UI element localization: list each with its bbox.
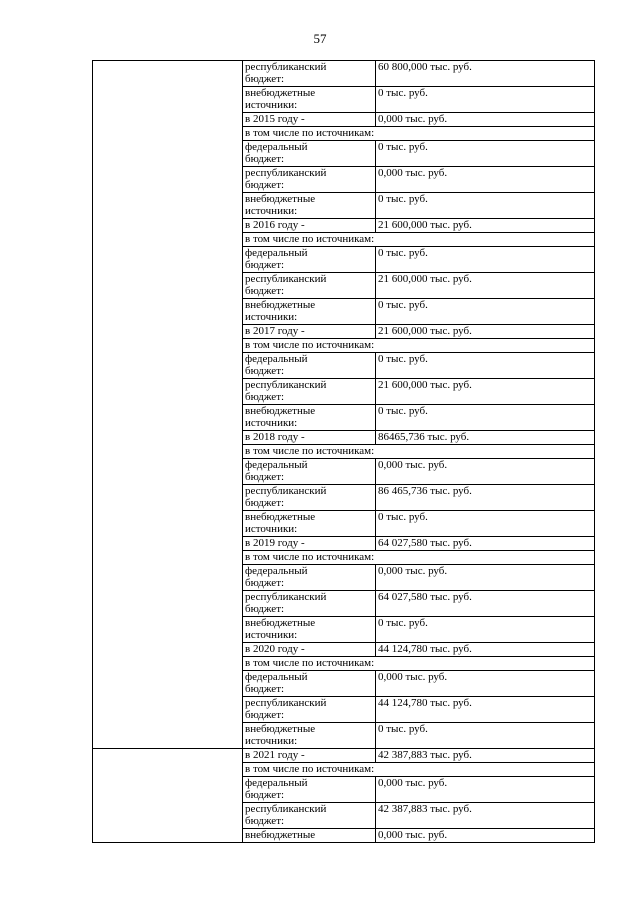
funding-source-label bbox=[243, 353, 376, 379]
funding-source-label bbox=[243, 723, 376, 749]
funding-source-label bbox=[243, 219, 376, 233]
sources-subheader: в том числе по источникам: bbox=[243, 339, 595, 353]
funding-source-label-text: внебюджетные источники: bbox=[245, 299, 316, 323]
funding-source-label-text: в 2016 году - bbox=[245, 219, 305, 231]
funding-source-label bbox=[243, 485, 376, 511]
funding-source-label-text: внебюджетные источники: bbox=[245, 723, 316, 747]
funding-amount: 0 тыс. руб. bbox=[376, 405, 595, 431]
funding-source-label-text: в 2021 году - bbox=[245, 749, 305, 761]
funding-source-label-text: внебюджетные bbox=[245, 829, 316, 841]
funding-source-label bbox=[243, 537, 376, 551]
funding-source-label bbox=[243, 273, 376, 299]
sources-subheader: в том числе по источникам: bbox=[243, 551, 595, 565]
funding-source-label bbox=[243, 591, 376, 617]
funding-source-label bbox=[243, 459, 376, 485]
funding-amount: 0 тыс. руб. bbox=[376, 511, 595, 537]
funding-amount: 60 800,000 тыс. руб. bbox=[376, 61, 595, 87]
funding-amount: 86465,736 тыс. руб. bbox=[376, 431, 595, 445]
funding-source-label bbox=[243, 167, 376, 193]
funding-source-label bbox=[243, 803, 376, 829]
funding-source-label-text: в 2018 году - bbox=[245, 431, 305, 443]
funding-source-label-text: внебюджетные источники: bbox=[245, 511, 316, 535]
funding-amount: 21 600,000 тыс. руб. bbox=[376, 325, 595, 339]
funding-source-label bbox=[243, 325, 376, 339]
funding-amount: 0 тыс. руб. bbox=[376, 617, 595, 643]
funding-amount: 0 тыс. руб. bbox=[376, 141, 595, 167]
funding-source-label-text: в 2020 году - bbox=[245, 643, 305, 655]
funding-source-label-text: республиканский бюджет: bbox=[245, 379, 327, 403]
funding-amount: 0 тыс. руб. bbox=[376, 247, 595, 273]
funding-source-label bbox=[243, 777, 376, 803]
funding-source-label bbox=[243, 299, 376, 325]
table-row bbox=[93, 749, 595, 763]
funding-source-label-text: республиканский бюджет: bbox=[245, 697, 327, 721]
sources-subheader: в том числе по источникам: bbox=[243, 763, 595, 777]
funding-source-label bbox=[243, 87, 376, 113]
funding-amount: 42 387,883 тыс. руб. bbox=[376, 803, 595, 829]
funding-source-label-text: республиканский бюджет: bbox=[245, 167, 327, 191]
funding-amount: 64 027,580 тыс. руб. bbox=[376, 591, 595, 617]
funding-table bbox=[92, 60, 595, 843]
table-row bbox=[93, 61, 595, 87]
funding-amount: 21 600,000 тыс. руб. bbox=[376, 219, 595, 233]
funding-amount: 0 тыс. руб. bbox=[376, 87, 595, 113]
funding-source-label-text: федеральный бюджет: bbox=[245, 671, 308, 695]
funding-source-label bbox=[243, 379, 376, 405]
left-column-cell bbox=[93, 61, 243, 749]
funding-amount: 0 тыс. руб. bbox=[376, 193, 595, 219]
funding-source-label-text: республиканский бюджет: bbox=[245, 485, 327, 509]
funding-source-label-text: внебюджетные источники: bbox=[245, 193, 316, 217]
funding-amount: 42 387,883 тыс. руб. bbox=[376, 749, 595, 763]
funding-amount: 0 тыс. руб. bbox=[376, 353, 595, 379]
funding-source-label bbox=[243, 617, 376, 643]
funding-source-label-text: федеральный бюджет: bbox=[245, 141, 308, 165]
funding-source-label-text: в 2019 году - bbox=[245, 537, 305, 549]
funding-source-label bbox=[243, 113, 376, 127]
funding-source-label-text: в 2017 году - bbox=[245, 325, 305, 337]
funding-source-label-text: внебюджетные источники: bbox=[245, 617, 316, 641]
funding-amount: 86 465,736 тыс. руб. bbox=[376, 485, 595, 511]
funding-amount: 0 тыс. руб. bbox=[376, 299, 595, 325]
funding-amount: 0,000 тыс. руб. bbox=[376, 777, 595, 803]
left-column-cell bbox=[93, 749, 243, 843]
funding-amount: 64 027,580 тыс. руб. bbox=[376, 537, 595, 551]
sources-subheader: в том числе по источникам: bbox=[243, 127, 595, 141]
funding-source-label bbox=[243, 405, 376, 431]
sources-subheader: в том числе по источникам: bbox=[243, 445, 595, 459]
funding-source-label-text: федеральный бюджет: bbox=[245, 565, 308, 589]
sources-subheader: в том числе по источникам: bbox=[243, 233, 595, 247]
funding-source-label bbox=[243, 511, 376, 537]
funding-source-label bbox=[243, 247, 376, 273]
funding-source-label-text: федеральный бюджет: bbox=[245, 247, 308, 271]
funding-source-label bbox=[243, 749, 376, 763]
sources-subheader: в том числе по источникам: bbox=[243, 657, 595, 671]
funding-source-label-text: республиканский бюджет: bbox=[245, 591, 327, 615]
funding-source-label bbox=[243, 671, 376, 697]
funding-amount: 44 124,780 тыс. руб. bbox=[376, 643, 595, 657]
funding-source-label bbox=[243, 193, 376, 219]
funding-amount: 0,000 тыс. руб. bbox=[376, 829, 595, 843]
funding-source-label-text: федеральный бюджет: bbox=[245, 353, 308, 377]
funding-source-label-text: внебюджетные источники: bbox=[245, 87, 316, 111]
funding-source-label-text: внебюджетные источники: bbox=[245, 405, 316, 429]
page-number: 57 bbox=[313, 31, 327, 46]
funding-source-label bbox=[243, 431, 376, 445]
funding-amount: 0,000 тыс. руб. bbox=[376, 113, 595, 127]
funding-amount: 21 600,000 тыс. руб. bbox=[376, 379, 595, 405]
funding-amount: 44 124,780 тыс. руб. bbox=[376, 697, 595, 723]
funding-source-label-text: федеральный бюджет: bbox=[245, 459, 308, 483]
funding-source-label-text: республиканский бюджет: bbox=[245, 273, 327, 297]
funding-source-label bbox=[243, 61, 376, 87]
funding-amount: 0,000 тыс. руб. bbox=[376, 167, 595, 193]
funding-source-label-text: республиканский бюджет: bbox=[245, 61, 327, 85]
funding-amount: 0 тыс. руб. bbox=[376, 723, 595, 749]
funding-amount: 0,000 тыс. руб. bbox=[376, 565, 595, 591]
funding-source-label bbox=[243, 697, 376, 723]
funding-source-label bbox=[243, 565, 376, 591]
funding-source-label bbox=[243, 141, 376, 167]
funding-amount: 0,000 тыс. руб. bbox=[376, 459, 595, 485]
funding-source-label-text: в 2015 году - bbox=[245, 113, 305, 125]
funding-amount: 0,000 тыс. руб. bbox=[376, 671, 595, 697]
funding-source-label bbox=[243, 829, 376, 843]
funding-source-label-text: республиканский бюджет: bbox=[245, 803, 327, 827]
funding-source-label-text: федеральный бюджет: bbox=[245, 777, 308, 801]
funding-source-label bbox=[243, 643, 376, 657]
funding-amount: 21 600,000 тыс. руб. bbox=[376, 273, 595, 299]
